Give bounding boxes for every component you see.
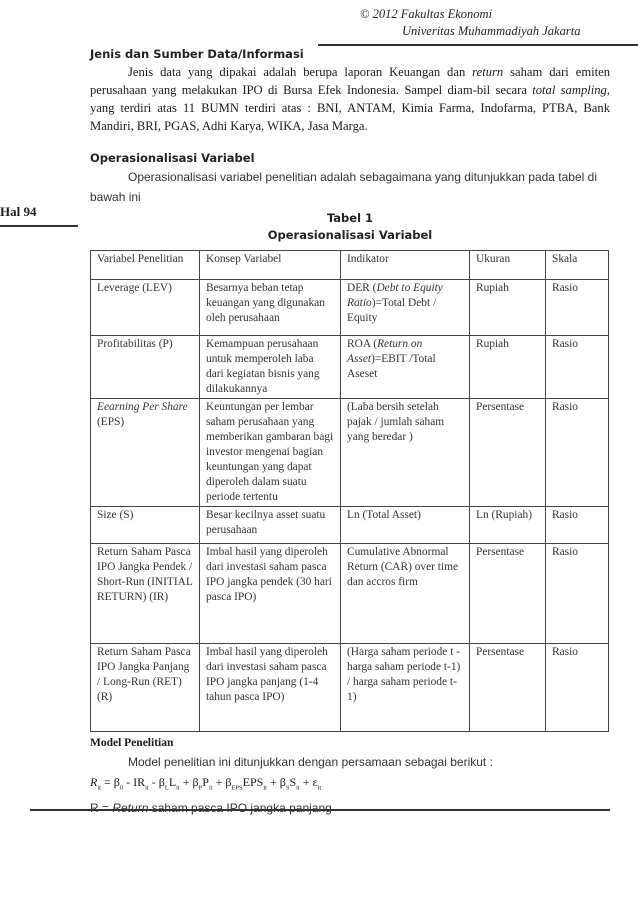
data-paragraph: Jenis data yang dipakai adalah berupa laporan Keuangan dan return saham dari emiten perusahaan yang melakukan IPO di Bursa Efek Indonesia. Sampel diam-bil secara total sampling, yang terdiri atas 11 BUMN terdiri atas : BNI, ANTAM, Kimia Farma, Indofarma, PTBA, Bank Mandiri, BRI, PGAS, Adhi Karya, WIKA, Jasa Marga. <box>90 65 611 133</box>
cell-skala: Rasio <box>546 544 609 644</box>
cell-variabel: Return Saham Pasca IPO Jangka Pendek / Short-Run (INITIAL RETURN) (IR) <box>91 544 200 644</box>
table-row <box>91 336 609 399</box>
cell-konsep: Imbal hasil yang diperoleh dari investasi saham pasca IPO jangka pendek (30 hari pasca IPO) <box>200 544 341 644</box>
table-row <box>91 507 609 544</box>
section-title-data: Jenis dan Sumber Data/Informasi <box>90 47 304 61</box>
page-header <box>330 6 630 40</box>
cell-konsep: Imbal hasil yang diperoleh dari investasi saham pasca IPO jangka panjang (1-4 tahun pasca IPO) <box>200 644 341 732</box>
table-row <box>91 399 609 507</box>
cell-konsep: Kemampuan perusahaan untuk memperoleh laba dari kegiatan bisnis yang dilakukannya <box>200 336 341 399</box>
page-number: Hal 94 <box>0 204 37 219</box>
cell-indikator: (Harga saham periode t - harga saham periode t-1) / harga saham periode t-1) <box>341 644 470 732</box>
operasionalisasi-table <box>90 250 609 732</box>
regression-equation: $R_{it} = \beta_0 - IR_{it} - \beta_LL_{it} + \beta_PP_{it} + \beta_{EPS}EPS_{it} + \beta_SS_{it} + \varepsilon_{it}$ <box>90 775 322 792</box>
table-caption-title: Operasionalisasi Variabel <box>267 228 433 242</box>
university-line: Univeritas Muhammadiyah Jakarta <box>402 24 581 38</box>
cell-variabel: Return Saham Pasca IPO Jangka Panjang / Long-Run (RET) (R) <box>91 644 200 732</box>
table-row <box>91 280 609 336</box>
footer-divider <box>30 809 610 811</box>
cell-indikator: DER (Debt to Equity Ratio)=Total Debt / Equity <box>341 280 470 336</box>
table-row <box>91 544 609 644</box>
cell-ukuran: Persentase <box>470 399 546 507</box>
copyright-line: © 2012 Fakultas Ekonomi <box>360 7 493 21</box>
cell-skala: Rasio <box>546 280 609 336</box>
header-ukuran: Ukuran <box>470 251 546 280</box>
cell-skala: Rasio <box>546 399 609 507</box>
header-skala: Skala <box>546 251 609 280</box>
cell-ukuran: Persentase <box>470 544 546 644</box>
cell-variabel: Profitabilitas (P) <box>91 336 200 399</box>
cell-indikator: ROA (Return on Asset)=EBIT /Total Aseset <box>341 336 470 399</box>
cell-skala: Rasio <box>546 644 609 732</box>
cell-variabel: Leverage (LEV) <box>91 280 200 336</box>
cell-indikator: Cumulative Abnormal Return (CAR) over time dan accros firm <box>341 544 470 644</box>
cell-ukuran: Rupiah <box>470 280 546 336</box>
cell-skala: Rasio <box>546 336 609 399</box>
header-variabel: Variabel Penelitian <box>91 251 200 280</box>
cell-ukuran: Persentase <box>470 644 546 732</box>
cell-variabel: Eearning Per Share (EPS) <box>91 399 200 507</box>
cell-konsep: Besar kecilnya asset suatu perusahaan <box>200 507 341 544</box>
section-title-model: Model Penelitian <box>90 737 174 749</box>
cell-indikator: Ln (Total Asset) <box>341 507 470 544</box>
cell-ukuran: Ln (Rupiah) <box>470 507 546 544</box>
header-konsep: Konsep Variabel <box>200 251 341 280</box>
model-paragraph: Model penelitian ini ditunjukkan dengan persamaan sebagai berikut : <box>128 755 493 769</box>
cell-konsep: Besarnya beban tetap keuangan yang digunakan oleh perusahaan <box>200 280 341 336</box>
cell-indikator: (Laba bersih setelah pajak / jumlah saham yang beredar ) <box>341 399 470 507</box>
cell-variabel: Size (S) <box>91 507 200 544</box>
cell-ukuran: Rupiah <box>470 336 546 399</box>
page-content <box>90 46 610 818</box>
table-caption-number: Tabel 1 <box>326 211 374 225</box>
page-number-rule <box>0 225 78 227</box>
section-title-operasionalisasi: Operasionalisasi Variabel <box>90 151 255 165</box>
table-row <box>91 644 609 732</box>
table-header-row <box>91 251 609 280</box>
cell-skala: Rasio <box>546 507 609 544</box>
operasionalisasi-paragraph: Operasionalisasi variabel penelitian adalah sebagaimana yang ditunjukkan pada tabel di bawah ini <box>90 170 597 204</box>
header-indikator: Indikator <box>341 251 470 280</box>
cell-konsep: Keuntungan per lembar saham perusahaan yang memberikan gambaran bagi investor mengenai bagian keuntungan yang dapat diperoleh dalam suatu periode tertentu <box>200 399 341 507</box>
